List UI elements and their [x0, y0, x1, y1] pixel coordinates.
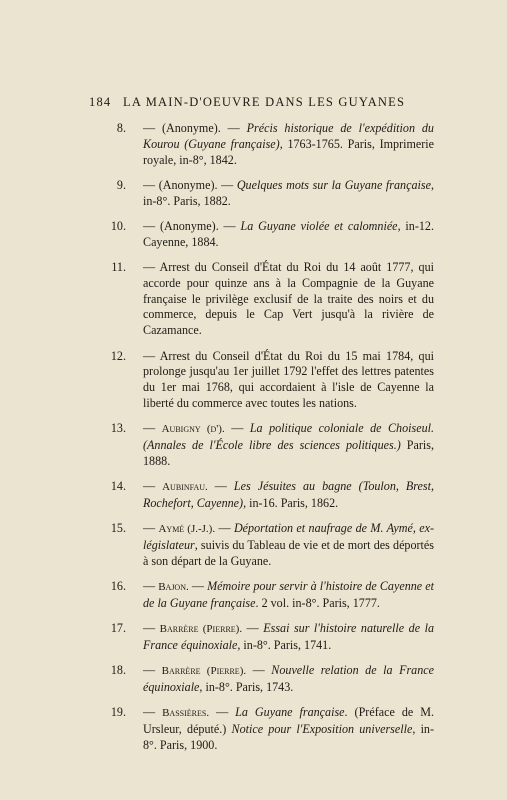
entry-detail: — (Anonyme). —	[143, 218, 241, 233]
entry-title: Notice pour l'Exposition universelle	[231, 722, 413, 737]
entry-text	[143, 621, 434, 652]
entry-detail: , in-8°. Paris, 1900.	[143, 722, 434, 752]
entry-text	[143, 579, 434, 610]
entry-number: 9.	[116, 177, 126, 192]
entry-detail: —	[143, 663, 162, 678]
entry-author: Aubinfau.	[162, 481, 208, 494]
entry-author: Aymé (J.-J.).	[158, 523, 216, 536]
entry-detail: — Arrest du Conseil d'État du Roi du 14 août 1777, qui accorde pour quinze ans à la Compagnie de la Guyane française le privilège exclusif de la traite des noirs et du commerce, depuis le Cap Vert jusqu'à la rivière de Cazamance.	[143, 260, 434, 338]
entry-detail: , in-12. Cayenne, 1884.	[143, 218, 434, 249]
entry-detail: , in-16. Paris, 1862.	[243, 495, 339, 510]
bibliography-entry	[104, 349, 434, 412]
entry-number: 17.	[110, 621, 126, 636]
entry-detail: — (Anonyme). —	[143, 121, 247, 135]
entry-title: Mémoire pour servir à l'histoire de Cayenne et de la Guyane française	[143, 579, 435, 610]
bibliography-entry	[104, 705, 434, 753]
entry-number: 15.	[110, 521, 126, 536]
entry-detail: —	[143, 621, 160, 636]
entry-detail: —	[209, 705, 236, 720]
entry-detail: —	[188, 579, 208, 594]
entry-title: La Guyane française	[235, 705, 345, 720]
entry-text	[143, 479, 434, 510]
entry-detail: —	[143, 579, 159, 594]
entry-text	[143, 421, 434, 468]
entry-detail: — (Anonyme). —	[143, 177, 237, 192]
bibliography-entry	[104, 178, 434, 210]
bibliography-list	[104, 121, 434, 763]
entry-number: 14.	[110, 479, 126, 494]
entry-detail: —	[207, 479, 234, 494]
entry-text	[143, 349, 434, 410]
entry-detail: . 2 vol. in-8°. Paris, 1777.	[255, 595, 380, 610]
entry-detail: , in-8°. Paris, 1743.	[199, 680, 294, 695]
entry-detail: , suivis du Tableau de vie et de mort des déportés à son départ de la Guyane.	[143, 538, 434, 568]
bibliography-entry	[104, 219, 434, 251]
entry-author: Bassières.	[162, 707, 210, 720]
entry-author: Barrère (Pierre).	[159, 623, 243, 636]
entry-text	[143, 521, 434, 568]
entry-number: 12.	[110, 348, 126, 363]
entry-detail: —	[143, 705, 163, 720]
entry-number: 18.	[110, 663, 126, 678]
entry-detail: Paris, 1888.	[143, 438, 435, 468]
entry-title: La Guyane violée et calomniée	[240, 218, 398, 233]
entry-title: Nouvelle relation de la France équinoxiale	[143, 663, 435, 695]
entry-title: Précis historique de l'expédition du Kourou (Guyane française)	[143, 121, 434, 151]
page-number: 184	[89, 95, 112, 109]
entry-text	[143, 219, 434, 249]
entry-detail: , in-8°. Paris, 1741.	[237, 638, 332, 653]
entry-title: La politique coloniale de Choiseul. (Annales de l'École libre des sciences politiques.)	[143, 421, 435, 453]
bibliography-entry	[104, 479, 434, 512]
bibliography-entry	[104, 421, 434, 469]
entry-text	[143, 663, 434, 694]
entry-text	[143, 121, 434, 167]
entry-title: Les Jésuites au bagne (Toulon, Brest, Rochefort, Cayenne)	[143, 479, 435, 510]
bibliography-entry	[104, 121, 434, 168]
bibliography-entry	[104, 579, 434, 612]
entry-detail: , 1763-1765. Paris, Imprimerie royale, in-8°, 1842.	[143, 136, 434, 167]
entry-detail: —	[143, 479, 163, 494]
entry-number: 10.	[110, 218, 126, 233]
bibliography-entry	[104, 521, 434, 569]
bibliography-entry	[104, 621, 434, 654]
entry-number: 16.	[110, 579, 126, 594]
entry-text	[143, 705, 434, 752]
entry-number: 19.	[110, 705, 126, 720]
entry-detail: —	[246, 663, 272, 678]
entry-text	[143, 260, 434, 337]
entry-detail: , in-8°. Paris, 1882.	[143, 177, 434, 208]
entry-detail: —	[242, 621, 264, 636]
entry-detail: —	[224, 421, 250, 436]
entry-detail: —	[143, 521, 159, 536]
entry-number: 11.	[111, 260, 126, 275]
entry-author: Bajon.	[158, 581, 189, 594]
bibliography-entry	[104, 260, 434, 339]
entry-author: Barrère (Pierre).	[161, 665, 247, 678]
entry-detail: —	[143, 421, 162, 436]
entry-title: Essai sur l'histoire naturelle de la France équinoxiale	[143, 621, 434, 653]
bibliography-entry	[104, 663, 434, 696]
entry-number: 13.	[110, 421, 126, 436]
entry-detail: —	[215, 521, 234, 536]
entry-detail: — Arrest du Conseil d'État du Roi du 15 mai 1784, qui prolonge jusqu'au 1er juillet 1792 l'effet des lettres patentes du 1er mai 1768, qui accordaient à l'isle de Cayenne la liberté du commerce avec toutes les nations.	[143, 348, 434, 410]
entry-author: Aubigny (d').	[161, 423, 225, 436]
entry-text	[143, 178, 434, 208]
entry-detail: . (Préface de M. Ursleur, député.)	[143, 705, 434, 737]
entry-title: Quelques mots sur la Guyane française	[236, 177, 431, 192]
entry-number: 8.	[116, 121, 126, 135]
running-title: LA MAIN-D'OEUVRE DANS LES GUYANES	[123, 95, 406, 109]
entry-title: Déportation et naufrage de M. Aymé, ex-législateur	[143, 521, 434, 553]
